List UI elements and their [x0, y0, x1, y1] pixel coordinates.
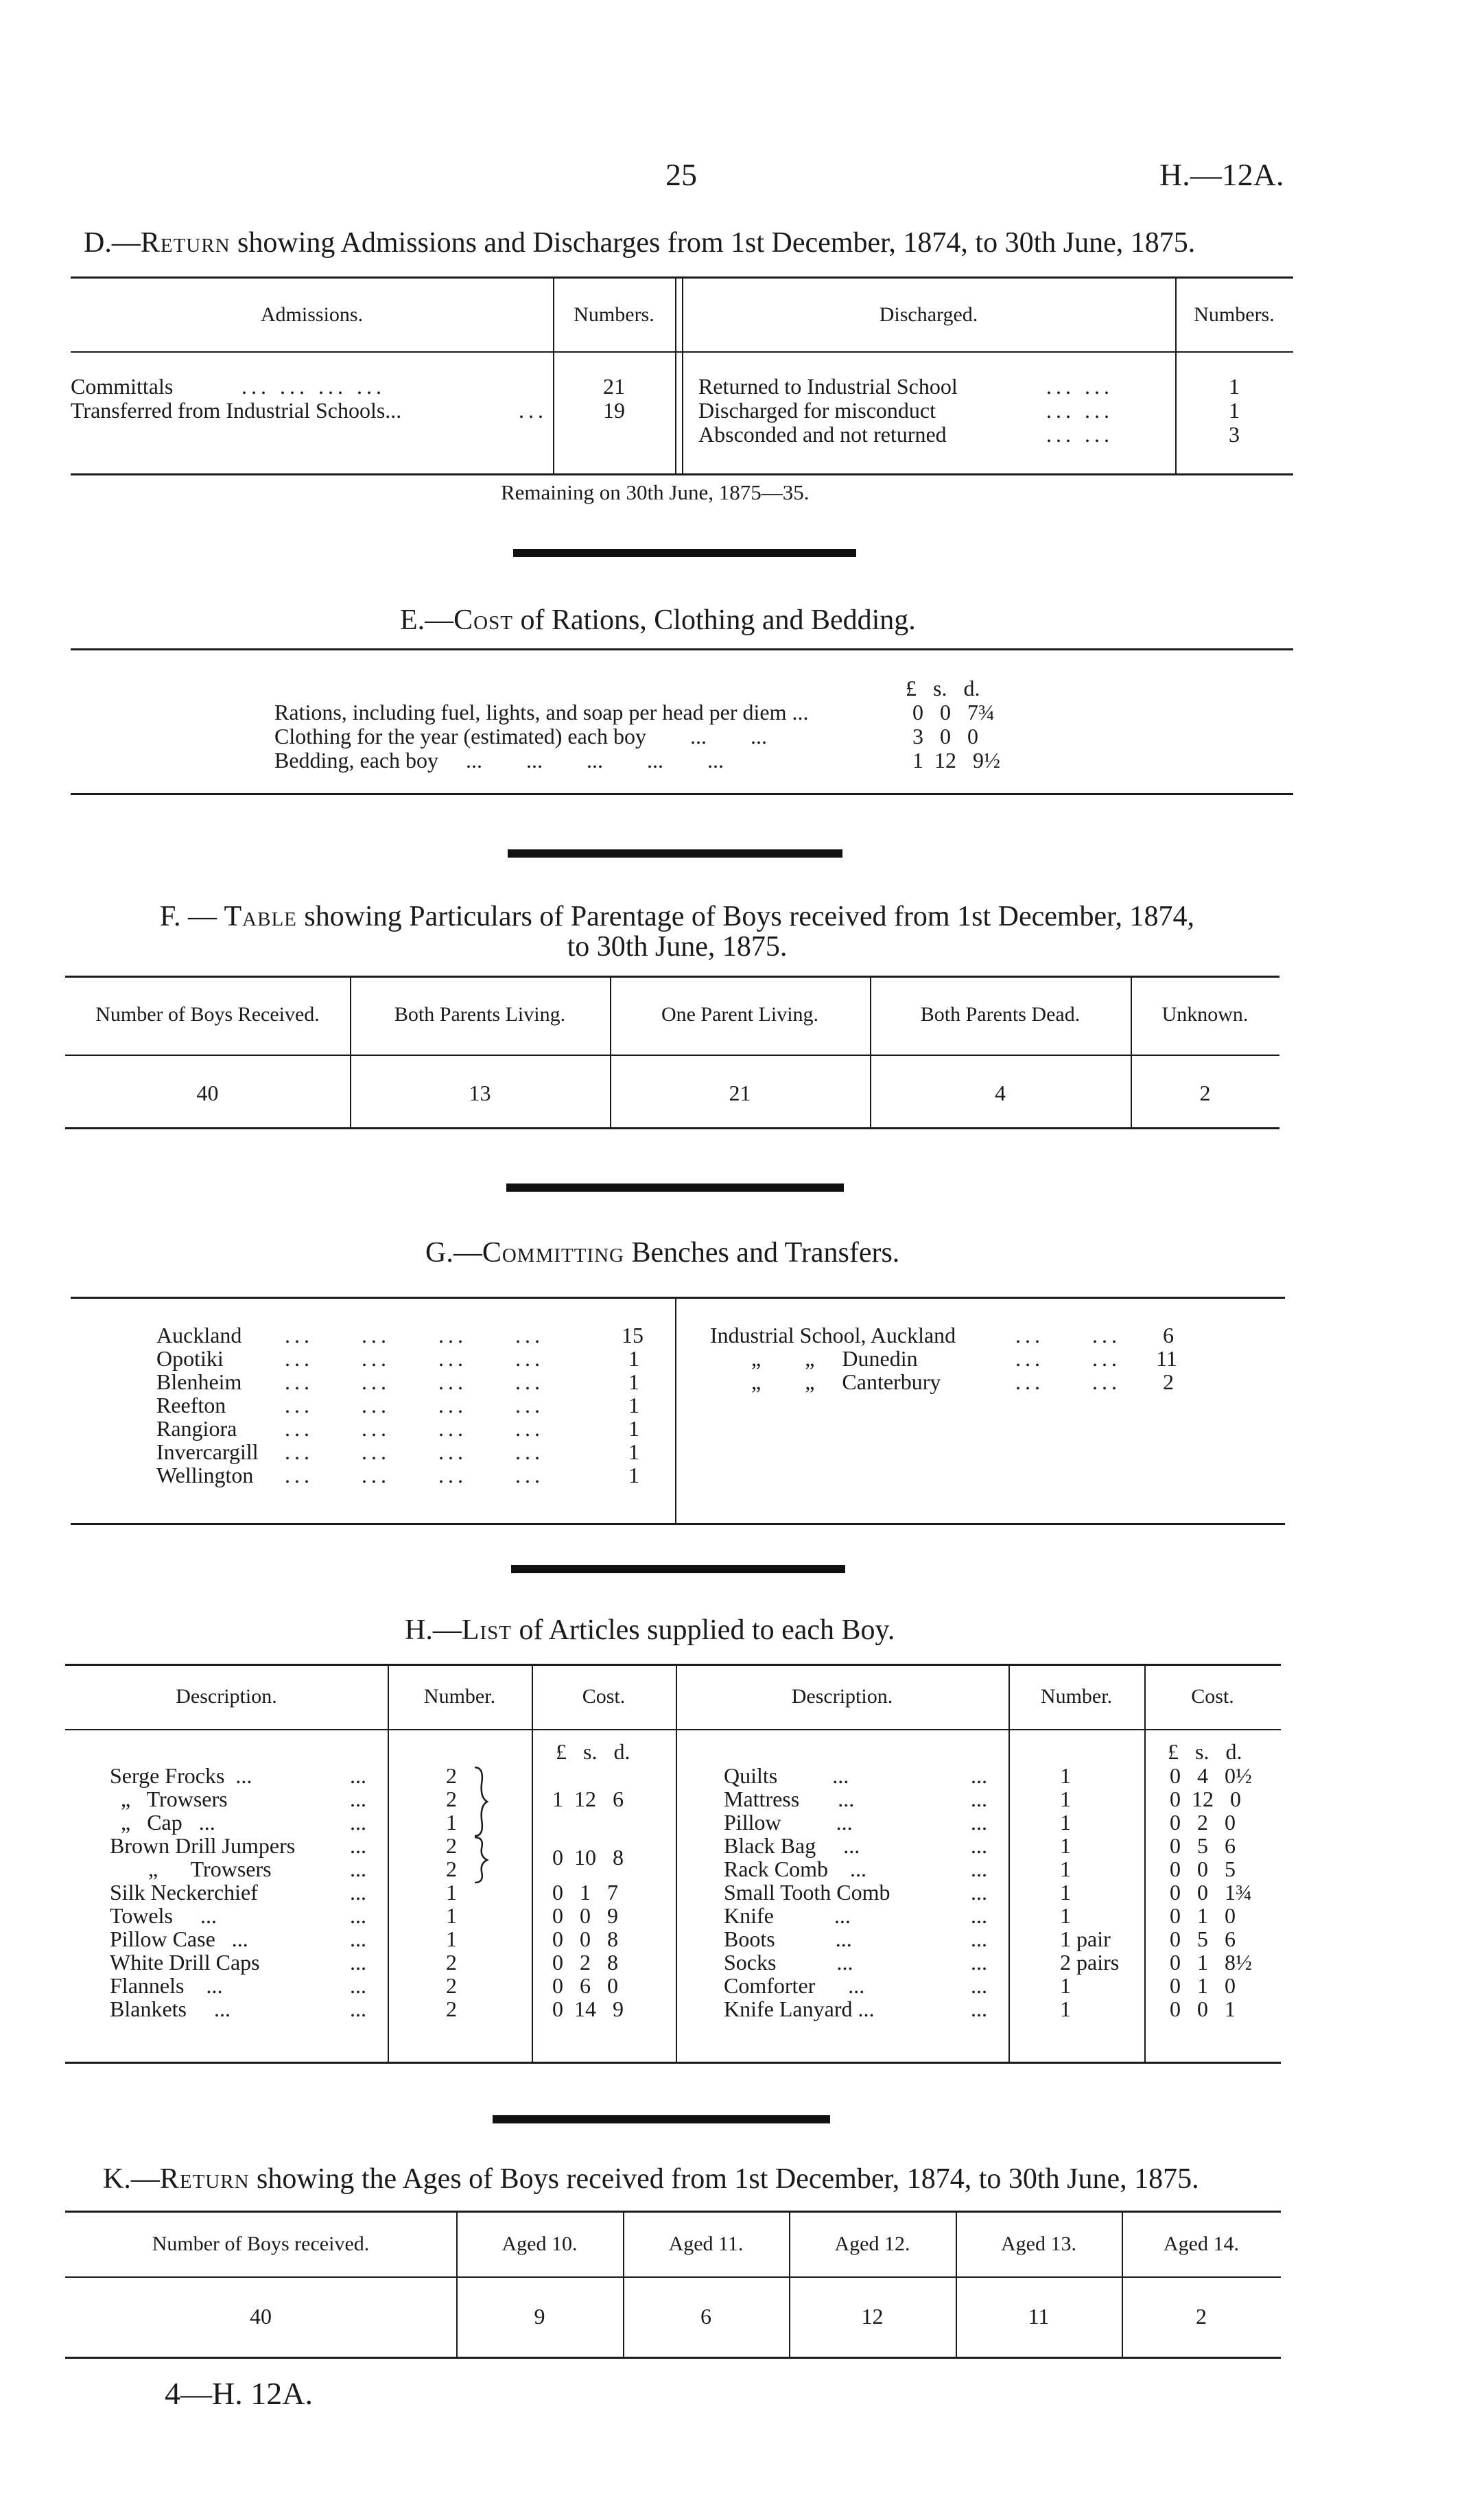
- section-h-top-rule: [65, 1664, 1281, 1666]
- section-k-title: [103, 2163, 1199, 2195]
- section-d-col-numbers-1: Numbers.: [574, 303, 654, 326]
- section-g-title-rest: Benches and Transfers.: [624, 1237, 900, 1269]
- bench-place: Rangiora: [156, 1416, 237, 1441]
- section-e-currency-header: £ s. d.: [906, 676, 980, 700]
- article-dots: ...: [971, 1903, 987, 1928]
- section-f-header: Number of Boys Received.: [95, 1003, 320, 1026]
- bench-dots: ... ... ... ...: [285, 1369, 544, 1394]
- article-dots: ...: [350, 1810, 366, 1835]
- section-e-title-sc: Cost: [453, 604, 513, 636]
- bench-dots: ... ... ... ...: [285, 1393, 544, 1417]
- article-number: 2: [446, 1833, 457, 1858]
- section-d-remaining: Remaining on 30th June, 1875—35.: [501, 480, 810, 504]
- bench-place: Wellington: [156, 1463, 254, 1487]
- transfer-label: Industrial School, Auckland: [710, 1323, 956, 1347]
- section-f-title-sc: Table: [224, 901, 297, 932]
- brace-icon: [472, 1766, 493, 1837]
- admission-label: Transferred from Industrial Schools...: [71, 398, 402, 423]
- article-dots: ...: [350, 1880, 366, 1905]
- section-h-divider: [532, 1664, 533, 2062]
- section-h-bottom-rule: [65, 2062, 1281, 2064]
- admission-value: 21: [603, 374, 625, 399]
- section-f-header-rule: [65, 1055, 1279, 1056]
- article-cost: 0 4 0½: [1170, 1763, 1252, 1788]
- article-desc: Boots ...: [724, 1927, 852, 1951]
- article-dots: ...: [971, 1857, 987, 1881]
- document-reference: H.—12A.: [1159, 157, 1284, 192]
- article-dots: ...: [971, 1950, 987, 1975]
- section-h-header: Description.: [176, 1685, 277, 1708]
- article-dots: ...: [350, 1927, 366, 1951]
- section-separator: [513, 549, 856, 557]
- section-f-header: Both Parents Living.: [394, 1003, 566, 1026]
- article-number: 1: [1060, 1880, 1071, 1905]
- cost-value: 3 0 0: [912, 724, 978, 749]
- section-h-header: Cost.: [582, 1685, 626, 1708]
- article-cost: 0 2 8: [552, 1950, 618, 1975]
- bench-dots: ... ... ... ...: [285, 1463, 544, 1487]
- section-k-title-rest: showing the Ages of Boys received from 1st December, 1874, to 30th June, 1875.: [249, 2163, 1199, 2195]
- article-cost: 0 0 1¾: [1170, 1880, 1252, 1905]
- article-desc: Mattress ...: [724, 1787, 855, 1811]
- footer-reference: 4—H. 12A.: [165, 2376, 313, 2411]
- admission-label: Committals: [71, 374, 174, 399]
- article-number: 2: [446, 1763, 457, 1788]
- section-d-title-rest: showing Admissions and Discharges from 1st December, 1874, to 30th June, 1875.: [230, 227, 1196, 259]
- article-number: 1: [1060, 1833, 1071, 1858]
- section-k-value: 40: [250, 2304, 272, 2329]
- admission-row: [71, 398, 401, 423]
- bench-value: 1: [628, 1416, 639, 1441]
- section-g-title-sc: Committing: [482, 1237, 625, 1269]
- section-h-header-rule: [65, 1729, 1281, 1730]
- transfer-value: 11: [1156, 1346, 1177, 1371]
- article-number: 1: [1060, 1763, 1071, 1788]
- article-cost: 0 0 5: [1170, 1857, 1236, 1881]
- bench-value: 15: [622, 1323, 644, 1347]
- bench-value: 1: [628, 1393, 639, 1417]
- article-cost: 0 0 9: [552, 1903, 618, 1928]
- section-separator: [508, 849, 842, 858]
- article-desc: Pillow ...: [724, 1810, 853, 1835]
- cost-label: Rations, including fuel, lights, and soap per head per diem ...: [274, 700, 809, 725]
- section-k-header: Aged 11.: [668, 2233, 744, 2255]
- section-f-prefix: F. —: [160, 901, 224, 932]
- admission-value: 19: [603, 398, 625, 423]
- admission-row: [71, 374, 173, 399]
- brace-icon: [472, 1836, 493, 1884]
- section-d-col-numbers-2: Numbers.: [1194, 303, 1275, 326]
- section-e-bottom-rule: [71, 793, 1293, 795]
- article-cost: 0 1 8½: [1170, 1950, 1252, 1975]
- article-dots: ...: [350, 1833, 366, 1858]
- article-desc: „ Trowsers: [110, 1787, 228, 1811]
- section-h-header: Cost.: [1191, 1685, 1234, 1708]
- section-k-header: Aged 12.: [834, 2233, 910, 2255]
- section-d-title: [84, 226, 1195, 259]
- article-desc: Blankets ...: [110, 1997, 231, 2021]
- transfer-label: „ „ Canterbury: [751, 1369, 941, 1394]
- article-dots: ...: [971, 1927, 987, 1951]
- cost-label: Bedding, each boy ... ... ... ... ...: [274, 748, 724, 773]
- article-desc: Quilts ...: [724, 1763, 849, 1788]
- article-dots: ...: [971, 1763, 987, 1788]
- cost-value: 0 0 7¾: [912, 700, 995, 725]
- article-cost: 0 0 8: [552, 1927, 618, 1951]
- section-k-header: Aged 13.: [1001, 2233, 1076, 2255]
- article-number: 1: [1060, 1903, 1071, 1928]
- section-d-col-admissions: Admissions.: [260, 303, 364, 326]
- article-desc: Comforter ...: [724, 1973, 865, 1998]
- section-h-divider: [676, 1664, 677, 2062]
- discharge-dots: ... ...: [1046, 398, 1113, 423]
- article-number: 2: [446, 1997, 457, 2021]
- section-g-prefix: G.—: [425, 1237, 482, 1269]
- article-desc: „ Trowsers: [110, 1857, 272, 1881]
- admission-dots: ... ... ... ...: [241, 374, 386, 399]
- discharge-dots: ... ...: [1046, 374, 1113, 399]
- section-h-title-rest: of Articles supplied to each Boy.: [512, 1614, 895, 1646]
- admission-dots: ...: [519, 398, 547, 423]
- article-cost: 0 2 0: [1170, 1810, 1236, 1835]
- bench-place: Reefton: [156, 1393, 226, 1417]
- section-f-header: One Parent Living.: [661, 1003, 819, 1026]
- article-cost: 0 10 8: [552, 1845, 624, 1870]
- article-cost: 0 5 6: [1170, 1833, 1236, 1858]
- section-h-divider: [1008, 1664, 1010, 2062]
- transfer-value: 2: [1163, 1369, 1174, 1394]
- section-d-col-discharged: Discharged.: [879, 303, 978, 326]
- section-h-header: Number.: [423, 1685, 496, 1708]
- section-d-bottom-rule: [71, 473, 1293, 475]
- discharge-value: 1: [1229, 374, 1240, 399]
- section-g-divider: [675, 1297, 676, 1523]
- article-number: 1: [1060, 1787, 1071, 1811]
- section-h-currency-right: £ s. d.: [1168, 1739, 1242, 1764]
- section-h-divider: [388, 1664, 389, 2062]
- article-number: 2: [446, 1787, 457, 1811]
- article-desc: Knife Lanyard ...: [724, 1997, 875, 2021]
- bench-place: Invercargill: [156, 1439, 259, 1464]
- article-dots: ...: [350, 1857, 366, 1881]
- transfer-value: 6: [1163, 1323, 1174, 1347]
- section-g-bottom-rule: [71, 1523, 1285, 1525]
- section-k-top-rule: [65, 2211, 1281, 2213]
- article-dots: ...: [971, 1973, 987, 1998]
- section-k-value: 12: [861, 2304, 884, 2329]
- article-number: 1: [446, 1927, 457, 1951]
- bench-value: 1: [628, 1463, 639, 1487]
- article-desc: Serge Frocks ...: [110, 1763, 252, 1788]
- section-k-header: Aged 14.: [1164, 2233, 1239, 2255]
- section-k-title-sc: Return: [159, 2163, 250, 2195]
- section-f-title-rest: showing Particulars of Parentage of Boys received from 1st December, 1874,: [296, 901, 1194, 932]
- article-desc: Flannels ...: [110, 1973, 223, 1998]
- discharge-label: Discharged for misconduct: [698, 398, 936, 423]
- article-number: 2: [446, 1973, 457, 1998]
- article-desc: Brown Drill Jumpers: [110, 1833, 296, 1858]
- article-dots: ...: [971, 1833, 987, 1858]
- section-k-prefix: K.—: [103, 2163, 160, 2195]
- article-desc: Silk Neckerchief: [110, 1880, 258, 1905]
- article-number: 1: [1060, 1997, 1071, 2021]
- transfer-dots: ... ...: [1015, 1346, 1121, 1371]
- bench-place: Auckland: [156, 1323, 242, 1347]
- article-cost: 1 12 6: [552, 1787, 624, 1811]
- section-f-value: 2: [1199, 1081, 1211, 1105]
- section-f-value: 21: [729, 1081, 751, 1105]
- section-f-header: Both Parents Dead.: [920, 1003, 1081, 1026]
- article-desc: White Drill Caps: [110, 1950, 260, 1975]
- section-g-title: [425, 1236, 899, 1269]
- article-dots: ...: [971, 1810, 987, 1835]
- bench-place: Blenheim: [156, 1369, 242, 1394]
- article-number: 1: [1060, 1857, 1071, 1881]
- section-e-title: [400, 604, 916, 637]
- article-desc: Towels ...: [110, 1903, 217, 1928]
- section-d-prefix: D.—: [84, 227, 141, 259]
- section-f-bottom-rule: [65, 1127, 1279, 1129]
- section-f-header: Unknown.: [1161, 1003, 1249, 1026]
- article-dots: ...: [350, 1763, 366, 1788]
- section-f-top-rule: [65, 976, 1279, 978]
- article-cost: 0 0 1: [1170, 1997, 1236, 2021]
- section-h-divider: [1144, 1664, 1146, 2062]
- article-cost: 0 5 6: [1170, 1927, 1236, 1951]
- discharge-value: 1: [1229, 398, 1240, 423]
- page-number: 25: [665, 157, 697, 192]
- bench-value: 1: [628, 1369, 639, 1394]
- section-e-top-rule: [71, 648, 1293, 650]
- transfer-dots: ... ...: [1015, 1369, 1121, 1394]
- section-k-header: Number of Boys received.: [152, 2233, 370, 2255]
- article-desc: Black Bag ...: [724, 1833, 860, 1858]
- article-desc: Rack Comb ...: [724, 1857, 866, 1881]
- section-f-value: 40: [196, 1081, 219, 1105]
- article-dots: ...: [971, 1880, 987, 1905]
- section-h-currency-left: £ s. d.: [556, 1739, 630, 1764]
- article-number: 2: [446, 1950, 457, 1975]
- section-h-prefix: H.—: [405, 1614, 462, 1646]
- discharge-dots: ... ...: [1046, 422, 1113, 447]
- discharge-value: 3: [1229, 422, 1240, 447]
- bench-dots: ... ... ... ...: [285, 1439, 544, 1464]
- section-h-title: [405, 1614, 895, 1647]
- article-cost: 0 12 0: [1170, 1787, 1241, 1811]
- section-k-bottom-rule: [65, 2357, 1281, 2359]
- article-cost: 0 1 7: [552, 1880, 618, 1905]
- transfer-label: „ „ Dunedin: [751, 1346, 918, 1371]
- article-number: 1: [1060, 1810, 1071, 1835]
- article-desc: Pillow Case ...: [110, 1927, 248, 1951]
- article-dots: ...: [350, 1787, 366, 1811]
- article-dots: ...: [971, 1787, 987, 1811]
- section-f-title-line2: to 30th June, 1875.: [567, 931, 788, 963]
- article-number: 2: [446, 1857, 457, 1881]
- article-number: 1: [446, 1810, 457, 1835]
- article-desc: Small Tooth Comb: [724, 1880, 890, 1905]
- section-separator: [506, 1184, 844, 1192]
- section-k-value: 6: [700, 2304, 711, 2329]
- section-separator: [511, 1565, 845, 1573]
- cost-label: Clothing for the year (estimated) each boy ... ...: [274, 724, 768, 749]
- section-f-value: 13: [469, 1081, 491, 1105]
- section-k-header: Aged 10.: [502, 2233, 578, 2255]
- article-number: 1: [1060, 1973, 1071, 1998]
- bench-value: 1: [628, 1439, 639, 1464]
- section-k-header-rule: [65, 2276, 1281, 2278]
- article-cost: 0 1 0: [1170, 1903, 1236, 1928]
- article-dots: ...: [971, 1997, 987, 2021]
- section-f-value: 4: [995, 1081, 1006, 1105]
- article-number: 1: [446, 1880, 457, 1905]
- section-e-prefix: E.—: [400, 604, 454, 636]
- section-d-title-sc: Return: [140, 227, 231, 259]
- article-desc: Knife ...: [724, 1903, 851, 1928]
- section-h-header: Number.: [1040, 1685, 1113, 1708]
- section-h-header: Description.: [791, 1685, 893, 1708]
- bench-dots: ... ... ... ...: [285, 1416, 544, 1441]
- article-desc: „ Cap ...: [110, 1810, 215, 1835]
- section-k-value: 11: [1028, 2304, 1050, 2329]
- article-cost: 0 1 0: [1170, 1973, 1236, 1998]
- bench-place: Opotiki: [156, 1346, 224, 1371]
- section-e-title-rest: of Rations, Clothing and Bedding.: [512, 604, 916, 636]
- article-dots: ...: [350, 1903, 366, 1928]
- bench-dots: ... ... ... ...: [285, 1323, 544, 1347]
- article-cost: 0 14 9: [552, 1997, 624, 2021]
- article-number: 1: [446, 1903, 457, 1928]
- bench-value: 1: [628, 1346, 639, 1371]
- article-number: 1 pair: [1060, 1927, 1111, 1951]
- article-dots: ...: [350, 1950, 366, 1975]
- section-d-divider-2: [675, 276, 676, 473]
- article-desc: Socks ...: [724, 1950, 853, 1975]
- section-f-title: [77, 900, 1277, 933]
- section-g-top-rule: [71, 1297, 1285, 1299]
- discharge-label: Returned to Industrial School: [698, 374, 958, 399]
- section-k-value: 2: [1196, 2304, 1207, 2329]
- discharge-label: Absconded and not returned: [698, 422, 947, 447]
- article-number: 2 pairs: [1060, 1950, 1120, 1975]
- article-dots: ...: [350, 1997, 366, 2021]
- bench-dots: ... ... ... ...: [285, 1346, 544, 1371]
- section-k-value: 9: [534, 2304, 545, 2329]
- cost-value: 1 12 9½: [912, 748, 1000, 773]
- article-dots: ...: [350, 1973, 366, 1998]
- section-separator: [493, 2115, 830, 2123]
- transfer-dots: ... ...: [1015, 1323, 1121, 1347]
- article-cost: 0 6 0: [552, 1973, 618, 1998]
- section-h-title-sc: List: [461, 1614, 512, 1646]
